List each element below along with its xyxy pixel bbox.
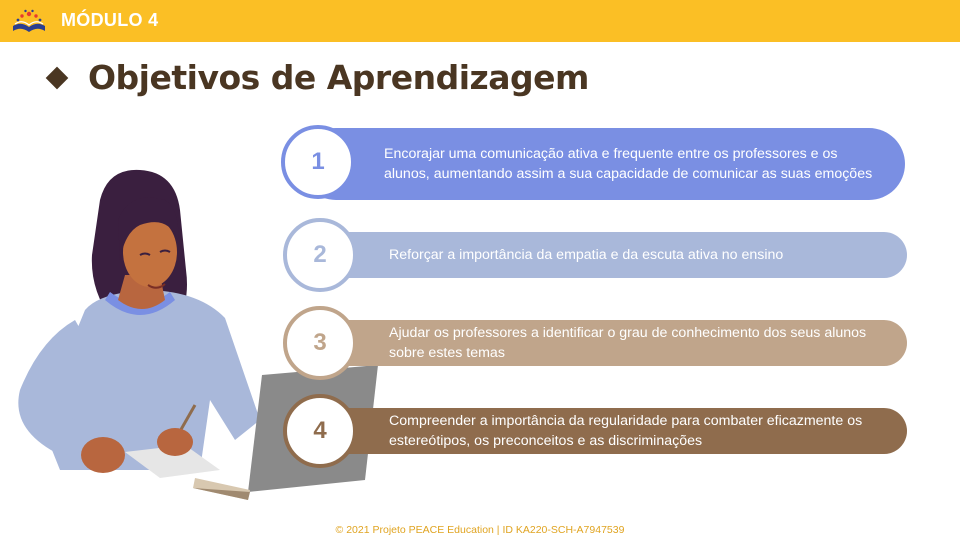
objective-item-2 xyxy=(305,232,907,278)
objective-number-4: 4 xyxy=(283,394,357,468)
objective-item-4 xyxy=(305,408,907,454)
diamond-bullet-icon xyxy=(46,67,69,90)
objective-number-1: 1 xyxy=(281,125,355,199)
objective-text-1: Encorajar uma comunicação ativa e frequente entre os professores e os alunos, aumentando assim a sua capacidade de comunicar as suas emoções xyxy=(384,146,873,182)
objective-item-3 xyxy=(305,320,907,366)
objective-number-3: 3 xyxy=(283,306,357,380)
header-bar xyxy=(0,0,960,42)
objective-text-2: Reforçar a importância da empatia e da escuta ativa no ensino xyxy=(389,247,784,263)
page-title: Objetivos de Aprendizagem xyxy=(88,58,589,97)
objective-number-2: 2 xyxy=(283,218,357,292)
objective-text-4: Compreender a importância da regularidade para combater eficazmente os estereótipos, os preconceitos e as discriminações xyxy=(389,413,863,449)
book-logo-icon xyxy=(10,6,48,36)
module-label: MÓDULO 4 xyxy=(61,10,159,30)
objective-text-3: Ajudar os professores a identificar o grau de conhecimento dos seus alunos sobre estes temas xyxy=(389,325,867,361)
footer-copyright: © 2021 Projeto PEACE Education | ID KA220-SCH-A7947539 xyxy=(335,524,625,536)
objective-item-1 xyxy=(300,128,905,200)
